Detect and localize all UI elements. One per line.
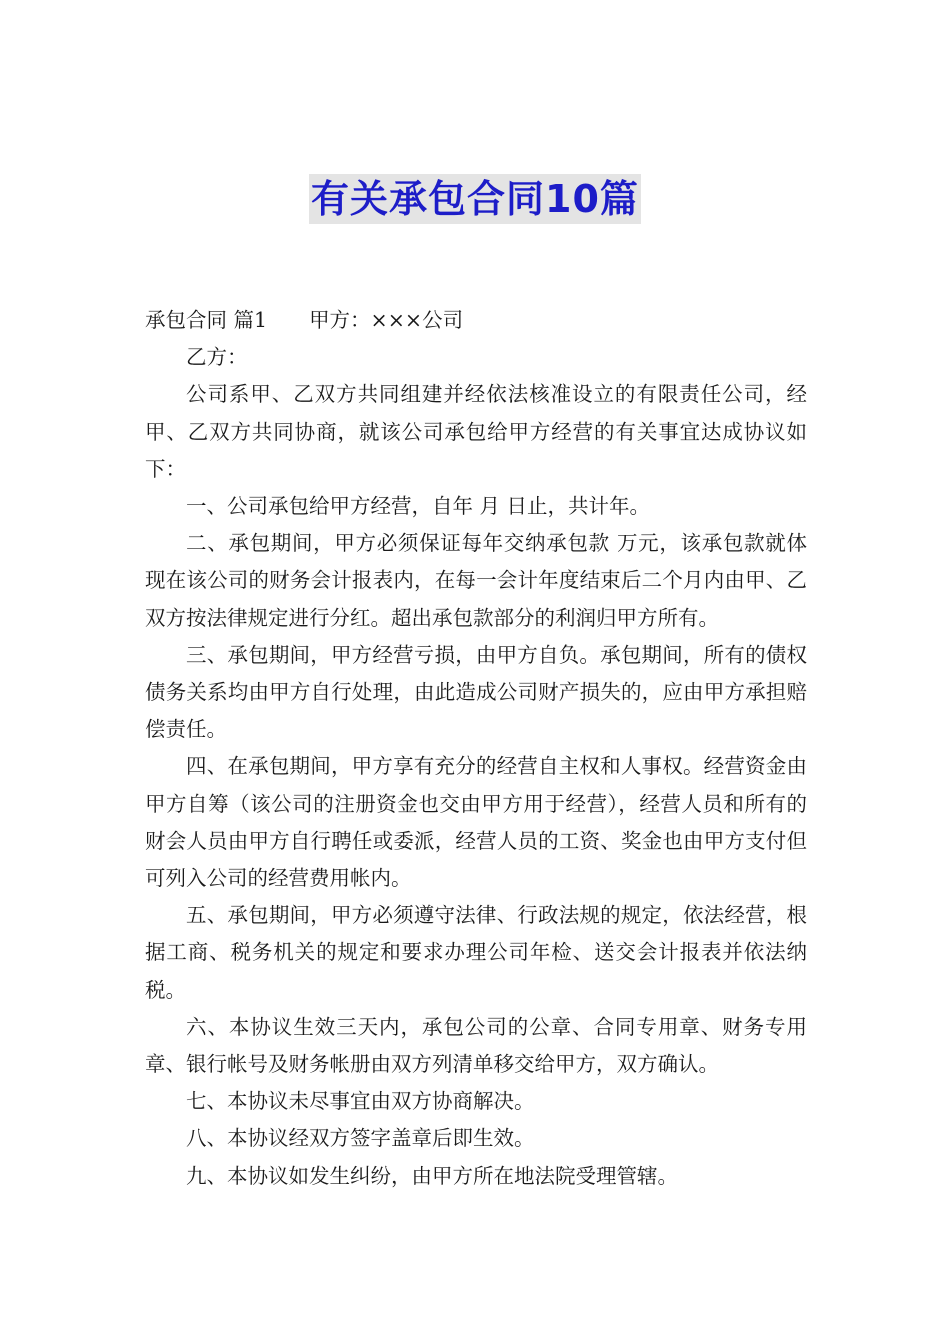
clause-2: 二、承包期间，甲方必须保证每年交纳承包款 万元，该承包款就体现在该公司的财务会计报表内，在每一会计年度结束后二个月内由甲、乙双方按法律规定进行分红。超出承包款部分的利润归甲方所有。: [145, 531, 807, 630]
document-body: [145, 302, 807, 1195]
clause-9: 九、本协议如发生纠纷，由甲方所在地法院受理管辖。: [186, 1163, 678, 1188]
clause-1: 一、公司承包给甲方经营，自年 月 日止，共计年。: [186, 494, 651, 519]
clause-8: 八、本协议经双方签字盖章后即生效。: [186, 1126, 535, 1151]
clause-6: 六、本协议生效三天内，承包公司的公章、合同专用章、财务专用章、银行帐号及财务帐册由双方列清单移交给甲方，双方确认。: [145, 1014, 807, 1077]
title-wrap: [0, 174, 950, 224]
section-heading-line: [145, 302, 807, 339]
clause-7: 七、本协议未尽事宜由双方协商解决。: [186, 1089, 535, 1114]
party-a: 甲方：×××公司: [309, 308, 464, 332]
paragraph-intro: 公司系甲、乙双方共同组建并经依法核准设立的有限责任公司，经甲、乙双方共同协商，就该公司承包给甲方经营的有关事宜达成协议如下：: [145, 382, 807, 481]
document-title: 有关承包合同10篇: [309, 174, 641, 224]
clause-3: 三、承包期间，甲方经营亏损，由甲方自负。承包期间，所有的债权债务关系均由甲方自行处理，由此造成公司财产损失的，应由甲方承担赔偿责任。: [145, 642, 807, 742]
section-label: 承包合同 篇1: [145, 308, 268, 332]
party-b: 乙方：: [186, 345, 248, 370]
clause-5: 五、承包期间，甲方必须遵守法律、行政法规的规定，依法经营，根据工商、税务机关的规定和要求办理公司年检、送交会计报表并依法纳税。: [145, 903, 807, 1002]
clause-4: 四、在承包期间，甲方享有充分的经营自主权和人事权。经营资金由甲方自筹（该公司的注册资金也交由甲方用于经营），经营人员和所有的财会人员由甲方自行聘任或委派，经营人员的工资、奖金也由甲方支付但可列入公司的经营费用帐内。: [145, 754, 807, 891]
